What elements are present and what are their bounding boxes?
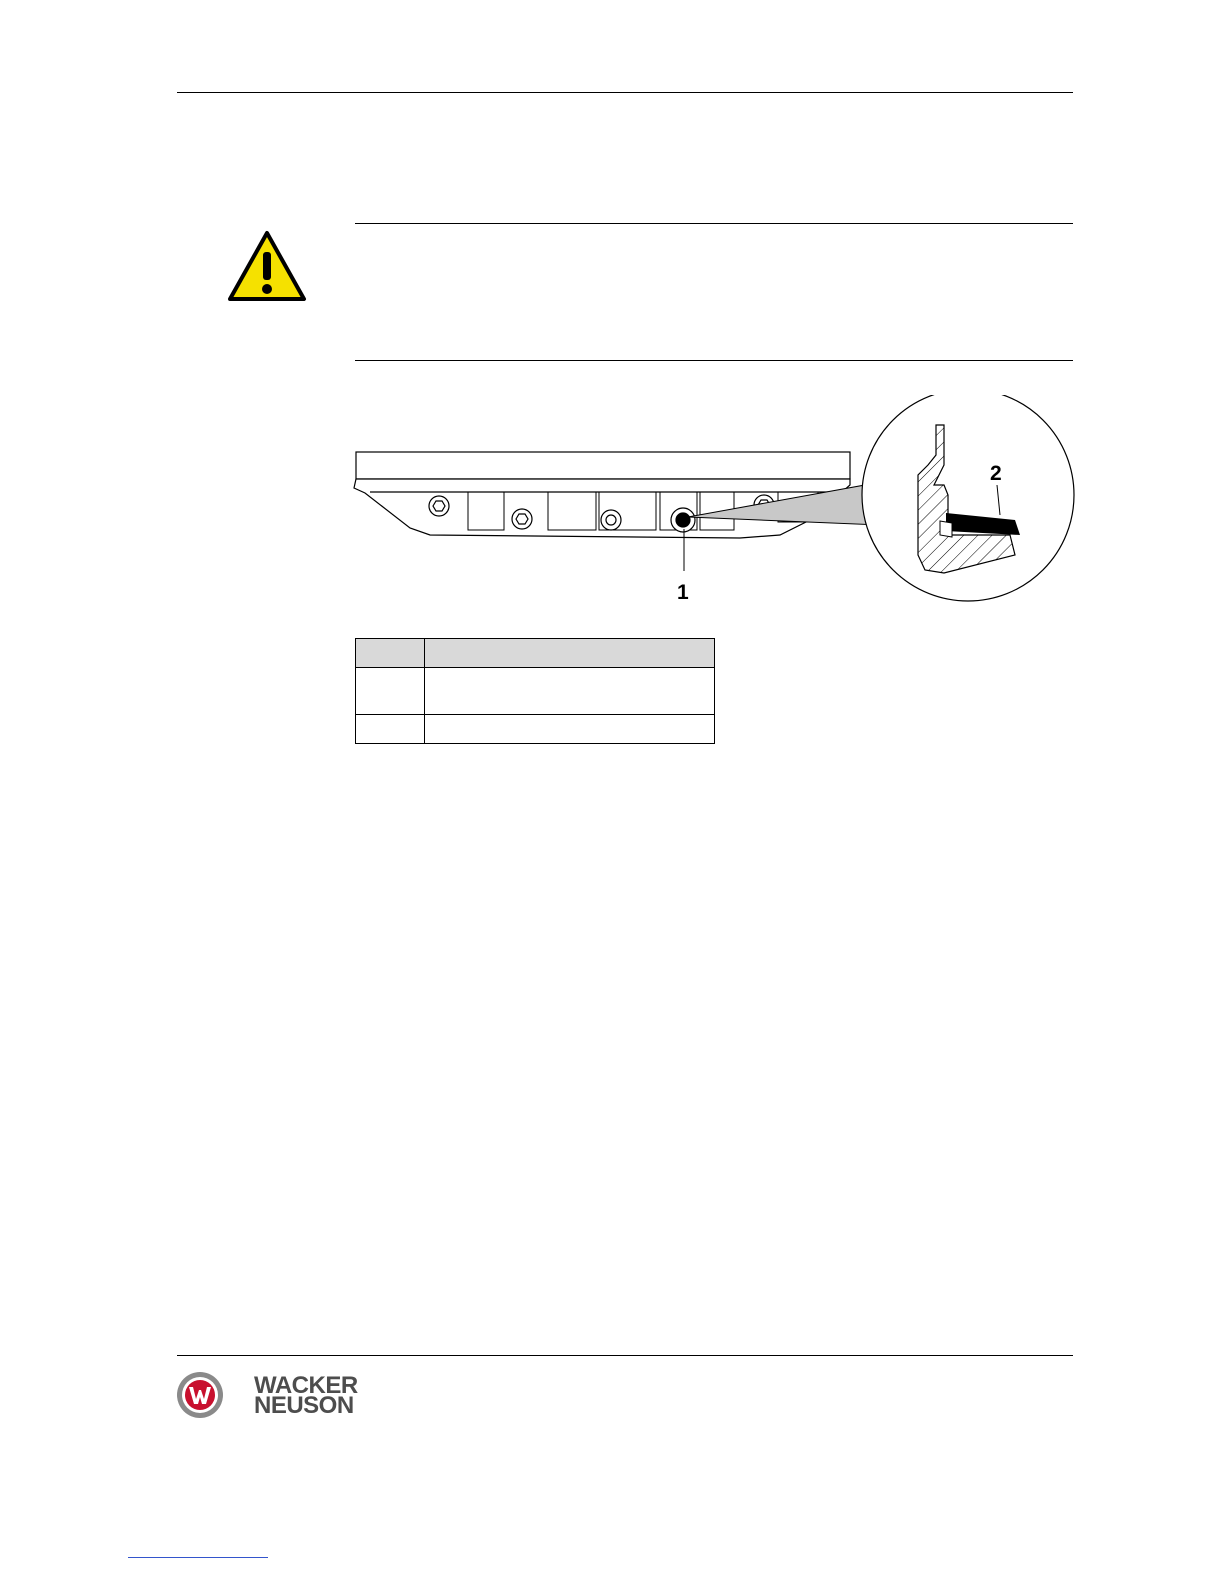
warning-triangle-icon xyxy=(227,230,307,302)
footer-rule xyxy=(177,1355,1073,1356)
plate-seal-figure xyxy=(340,395,1080,615)
warning-top-rule xyxy=(355,223,1073,224)
table-row xyxy=(356,668,715,715)
legend-header-number xyxy=(356,639,425,668)
legend-row-number xyxy=(356,715,425,744)
warning-bottom-rule xyxy=(355,360,1073,361)
callout-1: 1 xyxy=(677,581,689,604)
legend-row-text xyxy=(425,668,715,715)
callout-2: 2 xyxy=(990,462,1002,485)
legend-row-text xyxy=(425,715,715,744)
detail-circle xyxy=(862,395,1074,601)
wacker-neuson-w-icon xyxy=(176,1371,224,1419)
header-rule xyxy=(177,92,1073,93)
legend-header-row xyxy=(356,639,715,668)
logo-text-line1: WACKER xyxy=(254,1372,358,1399)
legend-header-description xyxy=(425,639,715,668)
legend-row-number xyxy=(356,668,425,715)
legend-table xyxy=(355,638,715,744)
link-underline[interactable] xyxy=(128,1557,268,1558)
logo-text-line2: NEUSON xyxy=(254,1392,354,1419)
table-row xyxy=(356,715,715,744)
